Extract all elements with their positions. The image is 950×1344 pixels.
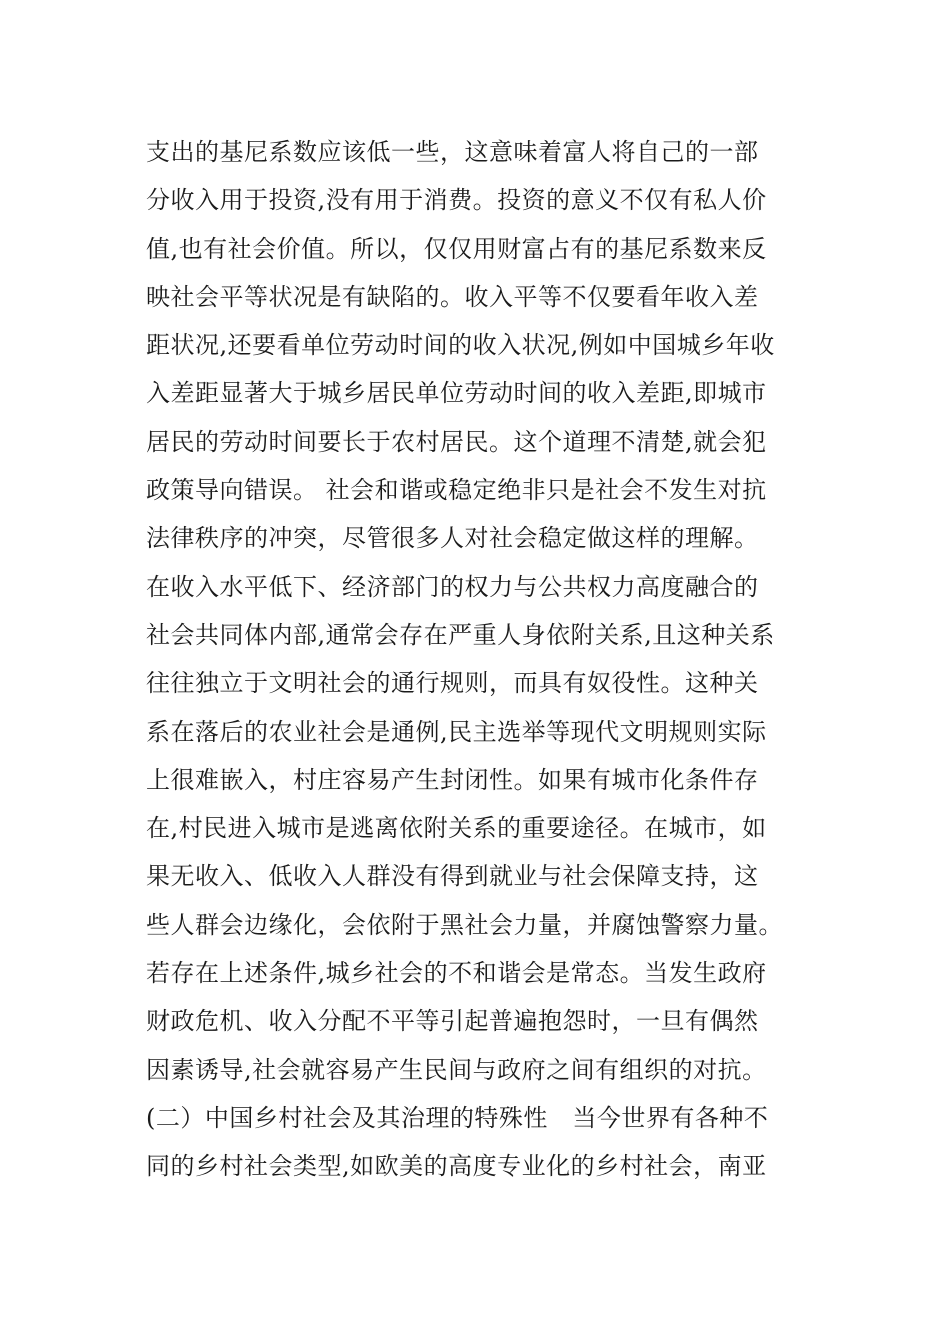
text-line: 系在落后的农业社会是通例,民主选举等现代文明规则实际 — [146, 717, 767, 746]
text-line: 上很难嵌入，村庄容易产生封闭性。如果有城市化条件存 — [146, 765, 759, 794]
text-line: 果无收入、低收入人群没有得到就业与社会保障支持，这 — [146, 862, 759, 891]
text-line: 入差距显著大于城乡居民单位劳动时间的收入差距,即城市 — [146, 379, 767, 408]
text-line: 映社会平等状况是有缺陷的。收入平等不仅要看年收入差 — [146, 282, 759, 311]
text-line: 在,村民进入城市是逃离依附关系的重要途径。在城市，如 — [146, 814, 767, 843]
section-heading-line: (二）中国乡村社会及其治理的特殊性 当今世界有各种不 — [146, 1103, 769, 1132]
text-line: 支出的基尼系数应该低一些，这意味着富人将自己的一部 — [146, 138, 759, 166]
text-line: 社会共同体内部,通常会存在严重人身依附关系,且这种关系 — [146, 620, 775, 649]
text-line: 法律秩序的冲突，尽管很多人对社会稳定做这样的理解。 — [146, 524, 759, 553]
text-line: 若存在上述条件,城乡社会的不和谐会是常态。当发生政府 — [146, 959, 767, 988]
text-line: 值,也有社会价值。所以，仅仅用财富占有的基尼系数来反 — [146, 234, 767, 263]
text-line: 居民的劳动时间要长于农村居民。这个道理不清楚,就会犯 — [146, 427, 767, 456]
text-line: 政策导向错误。 社会和谐或稳定绝非只是社会不发生对抗 — [146, 476, 767, 505]
text-line: 因素诱导,社会就容易产生民间与政府之间有组织的对抗。 — [146, 1055, 767, 1084]
text-line: 在收入水平低下、经济部门的权力与公共权力高度融合的 — [146, 572, 759, 601]
body-text — [146, 128, 806, 1191]
text-line: 同的乡村社会类型,如欧美的高度专业化的乡村社会，南亚 — [146, 1152, 767, 1181]
text-line: 距状况,还要看单位劳动时间的收入状况,例如中国城乡年收 — [146, 331, 775, 360]
text-line: 些人群会边缘化，会依附于黑社会力量，并腐蚀警察力量。 — [146, 910, 783, 939]
text-line: 财政危机、收入分配不平等引起普遍抱怨时，一旦有偶然 — [146, 1007, 759, 1036]
text-line: 分收入用于投资,没有用于消费。投资的意义不仅有私人价 — [146, 186, 767, 215]
text-line: 往往独立于文明社会的通行规则，而具有奴役性。这种关 — [146, 669, 759, 698]
